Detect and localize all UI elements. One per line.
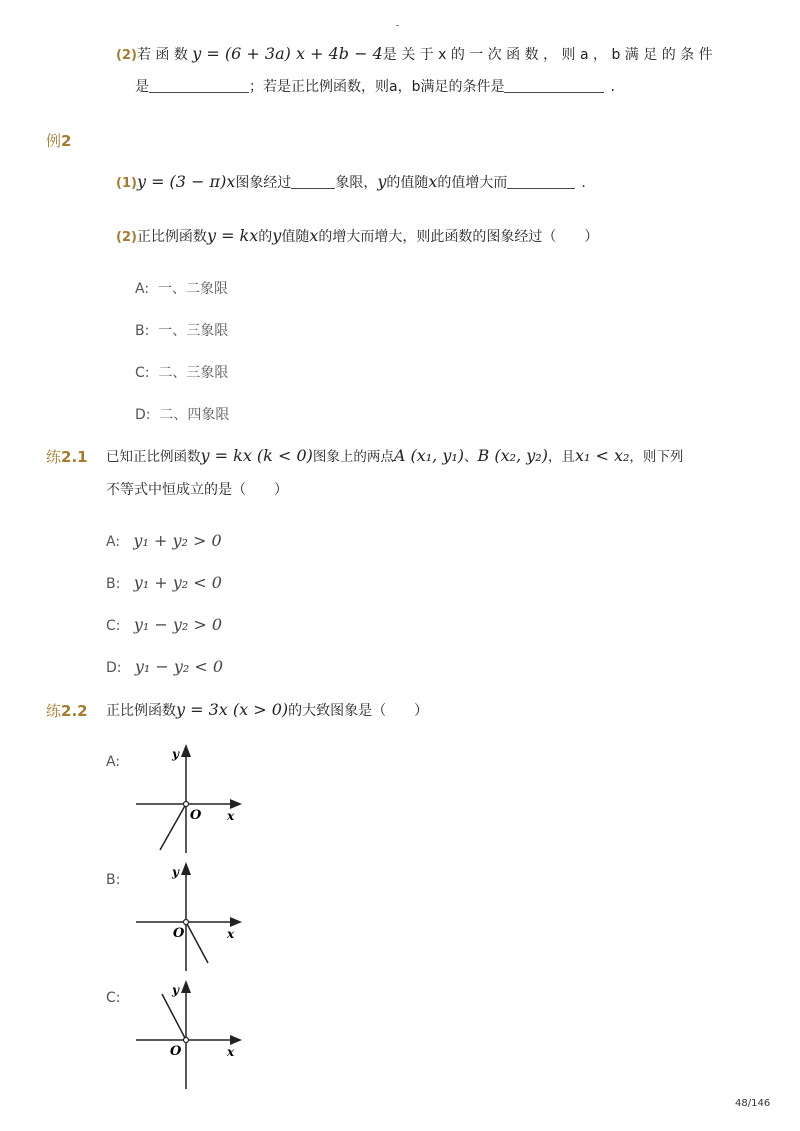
x-axis-label: x [227,927,235,941]
y-arrow-icon [181,862,191,875]
function-line [162,994,186,1040]
option-d[interactable] [135,404,229,424]
option-label: A: [135,281,150,297]
function-line [186,922,208,963]
x-axis-label: x [227,809,235,823]
graph-option-a-label[interactable]: A: [106,754,121,770]
question-text: 的大致图象是（ ） [288,703,429,719]
option-label: C: [106,618,121,634]
question-text: 象限， [335,175,378,191]
header-mark [396,25,399,26]
example-2-tag [46,130,71,151]
tag-prefix: 练 [46,448,62,466]
question-2-line-2 [135,77,615,97]
math-expression: y₁ + y₂ < 0 [133,573,222,592]
page-number: 48/146 [735,1098,771,1109]
practice-2-2-question [106,700,428,721]
math-expression: y₁ − y₂ > 0 [133,615,223,634]
function-line [160,804,186,850]
y-axis-label: y [172,747,179,761]
question-text: 是 [135,79,149,95]
question-number: (2) [116,230,137,245]
graph-b[interactable] [130,858,250,974]
origin-point [184,920,189,925]
question-text: 、 [464,449,478,465]
origin-label: O [190,808,202,823]
question-text: 值随 [281,229,310,245]
question-text: 的值随 [386,175,429,191]
question-number: (1) [116,176,137,191]
question-text: 已知正比例函数 [106,449,201,465]
tag-prefix: 例 [46,132,62,150]
x-arrow-icon [230,1035,242,1045]
origin-point [184,802,189,807]
practice-2-2-tag [46,700,88,721]
question-text: 若 函 数 [136,47,193,63]
question-text: 的增大而增大，则此函数的图象经过（ ） [318,229,599,245]
question-text: 是 关 于 x 的 一 次 函 数 ， 则 a ， b 满 足 的 条 件 [382,47,713,63]
math-expression: y [272,226,282,245]
graph-option-b-label[interactable]: B: [106,872,121,888]
question-text: 正比例函数 [136,229,207,245]
math-expression: B (x₂, y₂) [477,446,548,465]
math-expression: y = kx [206,226,259,245]
tag-prefix: 练 [46,702,62,720]
math-expression: y [377,172,387,191]
math-expression: y = (3 − π)x [136,172,236,191]
option-label: D: [135,407,151,423]
practice-2-1-tag [46,446,88,467]
answer-blank[interactable] [504,78,604,93]
practice-2-1-line-2: 不等式中恒成立的是（ ） [106,482,288,498]
origin-label: O [170,1044,182,1059]
option-label: C: [135,365,150,381]
y-axis-label: y [172,865,179,879]
x-axis-label: x [227,1045,235,1059]
option-label: B: [106,576,121,592]
option-label: A: [106,534,121,550]
question-2-line-1 [116,44,713,66]
math-expression: y₁ + y₂ > 0 [133,531,222,550]
graph-c[interactable] [130,976,250,1092]
math-expression: A (x₁, y₁) [393,446,465,465]
option-b[interactable] [135,320,228,340]
option-text: 一、二象限 [157,281,228,297]
question-text: ，且 [547,449,575,465]
option-text: 二、四象限 [159,407,230,423]
option-text: 一、三象限 [158,323,229,339]
x-arrow-icon [230,799,242,809]
question-text: 的值增大而 [437,175,508,191]
graph-a[interactable] [130,740,250,856]
graph-option-c-label[interactable]: C: [106,990,121,1006]
y-arrow-icon [181,980,191,993]
option-text: 二、三象限 [158,365,229,381]
period: . [610,79,615,95]
question-text: ，则下列 [629,449,684,465]
answer-blank[interactable] [149,78,249,93]
question-text: 图象经过 [235,175,292,191]
option-a[interactable] [135,278,228,298]
answer-blank[interactable] [507,174,575,189]
y-arrow-icon [181,744,191,757]
math-expression: x₁ < x₂ [574,446,630,465]
y-axis-label: y [172,983,179,997]
math-expression: y₁ − y₂ < 0 [134,657,224,676]
option-label: D: [106,660,122,676]
option-c[interactable] [135,362,228,382]
answer-blank[interactable] [291,174,335,189]
practice-2-1-line-1 [106,446,683,467]
question-text: 图象上的两点 [312,449,394,465]
math-expression: y = (6 + 3a) x + 4b − 4 [192,44,383,63]
question-text: 正比例函数 [106,703,176,719]
question-text: 的 [258,229,273,245]
option-d[interactable] [106,657,223,676]
math-expression: x [309,226,319,245]
option-b[interactable] [106,573,222,592]
period: . [581,175,586,191]
tag-number: 2.1 [61,448,88,466]
math-expression: x [428,172,438,191]
option-a[interactable] [106,531,222,550]
tag-number: 2.2 [61,702,88,720]
tag-number: 2 [61,132,72,150]
example-2-part-1 [116,172,586,194]
math-expression: y = kx (k < 0) [200,446,313,465]
option-label: B: [135,323,150,339]
option-c[interactable] [106,615,222,634]
origin-point [184,1038,189,1043]
origin-label: O [173,926,185,941]
math-expression: y = 3x (x > 0) [176,700,289,719]
x-arrow-icon [230,917,242,927]
question-text: ；若是正比例函数，则a，b满足的条件是 [249,79,505,95]
example-2-part-2 [116,226,598,248]
question-number: (2) [116,48,137,63]
